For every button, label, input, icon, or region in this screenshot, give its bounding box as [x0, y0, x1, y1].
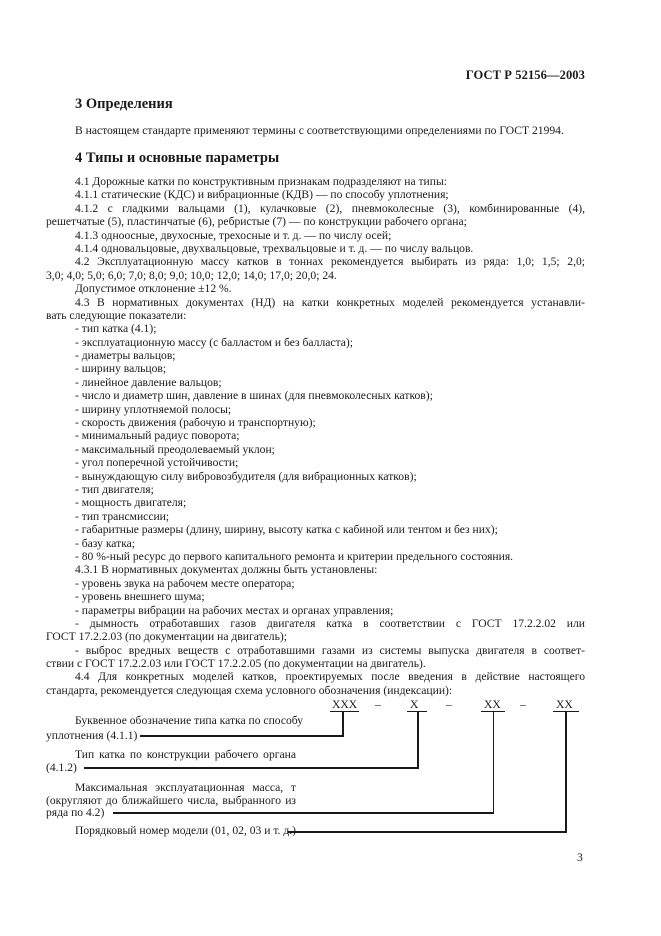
- section-4-body: [46, 175, 585, 697]
- list-item: - линейное давление вальцов;: [75, 375, 222, 389]
- section-3-heading: 3 Определения: [75, 96, 173, 112]
- separator: –: [446, 698, 452, 711]
- label-working-organ-type: Тип катка по конструкции рабочего органа (4.1.2): [46, 748, 296, 774]
- label-model-number: Порядковый номер модели (01, 02, 03 и т. д.): [75, 824, 296, 837]
- list-item: - угол поперечной устойчивости;: [75, 456, 239, 470]
- section-3-text: В настоящем стандарте применяют термины с соответствующими определениями по ГОСТ 21994.: [75, 124, 564, 137]
- code-xxx: XXX: [332, 698, 358, 711]
- list-item: - уровень внешнего шума;: [75, 590, 205, 604]
- para-4-3-cont: вать следующие показатели:: [46, 308, 187, 322]
- list-item: - минимальный радиус поворота;: [75, 429, 240, 443]
- para-4-1-1: 4.1.1 статические (КДС) и вибрационные (КДВ) — по способу уплотнения;: [75, 188, 449, 202]
- list-item: - тип двигателя;: [75, 482, 154, 496]
- para-4-2: 4.2 Эксплуатационную массу катков в тоннах рекомендуется выбирать из ряда: 1,0; 1,5; 2,0;: [75, 255, 585, 269]
- list-item: - тип трансмиссии;: [75, 509, 170, 523]
- label-max-mass: Максимальная эксплуатационная масса, т (округляют до ближайшего числа, выбранного из ряда по 4.2): [46, 781, 296, 820]
- list-item: - мощность двигателя;: [75, 496, 187, 510]
- connector-line: [288, 831, 567, 833]
- separator: –: [375, 698, 381, 711]
- connector-line: [342, 711, 344, 737]
- list-item: - ширину вальцов;: [75, 362, 167, 376]
- code-x: X: [410, 698, 419, 711]
- para-4-4-cont: стандарта, рекомендуется следующая схема условного обозначения (индексации):: [46, 683, 453, 697]
- para-4-3-1: 4.3.1 В нормативных документах должны быть установлены:: [75, 563, 378, 577]
- list-item: - габаритные размеры (длину, ширину, высоту катка с кабиной или тентом и без них);: [75, 523, 498, 537]
- connector-line: [565, 711, 567, 833]
- list-item: - скорость движения (рабочую и транспортную);: [75, 416, 316, 430]
- list-item: - уровень звука на рабочем месте оператора;: [75, 576, 295, 590]
- list-item: - базу катка;: [75, 536, 136, 550]
- document-code-header: ГОСТ Р 52156—2003: [465, 68, 585, 82]
- para-4-1-3: 4.1.3 одноосные, двухосные, трехосные и т. д. — по числу осей;: [75, 228, 392, 242]
- para-4-4: 4.4 Для конкретных моделей катков, проектируемых после введения в действие настоящего: [75, 670, 585, 684]
- list-item: - дымность отработавших газов двигателя катка в соответствии с ГОСТ 17.2.2.02 или: [75, 616, 585, 630]
- list-item: - параметры вибрации на рабочих местах и органах управления;: [75, 603, 394, 617]
- para-4-3: 4.3 В нормативных документах (НД) на катки конкретных моделей рекомендуется устанавли-: [75, 295, 585, 309]
- para-4-1-4: 4.1.4 одновальцовые, двухвальцовые, трехвальцовые и т. д. — по числу вальцов.: [75, 241, 474, 255]
- list-item: - диаметры вальцов;: [75, 349, 176, 363]
- para-4-1: 4.1 Дорожные катки по конструктивным признакам подразделяют на типы:: [75, 175, 447, 188]
- code-xx-mass: XX: [484, 698, 501, 711]
- code-xx-model: XX: [556, 698, 573, 711]
- list-item: - максимальный преодолеваемый уклон;: [75, 442, 275, 456]
- list-item-cont: ствии с ГОСТ 17.2.2.03 или ГОСТ 17.2.2.05 (по документации на двигатель).: [46, 657, 426, 671]
- connector-line: [493, 711, 494, 814]
- list-item: - эксплуатационную массу (с балластом и без балласта);: [75, 335, 353, 349]
- list-item-cont: ГОСТ 17.2.2.03 (по документации на двигатель);: [46, 630, 287, 644]
- connector-line: [417, 711, 419, 769]
- para-4-2-tolerance: Допустимое отклонение ±12 %.: [75, 282, 232, 296]
- para-4-1-2-cont: решетчатые (5), пластинчатые (6), ребристые (7) — по конструкции рабочего органа;: [46, 215, 467, 229]
- para-4-2-cont: 3,0; 4,0; 5,0; 6,0; 7,0; 8,0; 9,0; 10,0; 12,0; 14,0; 17,0; 20,0; 24.: [46, 268, 337, 282]
- section-4-heading: 4 Типы и основные параметры: [75, 150, 280, 166]
- list-item: - число и диаметр шин, давление в шинах (для пневмоколесных катков);: [75, 389, 433, 403]
- label-compaction-type: Буквенное обозначение типа катка по способу уплотнения (4.1.1) ·: [46, 714, 304, 742]
- list-item: - тип катка (4.1);: [75, 322, 157, 336]
- page-number: 3: [577, 851, 583, 864]
- list-item: - 80 %-ный ресурс до первого капитального ремонта и критерии предельного состояния.: [75, 549, 514, 563]
- underline-xxx: [330, 711, 359, 712]
- list-item: - вынуждающую силу вибровозбудителя (для вибрационных катков);: [75, 469, 417, 483]
- list-item: - выброс вредных веществ с отработавшими газами из системы выпуска двигателя в соответ-: [75, 643, 585, 657]
- list-item: - ширину уплотняемой полосы;: [75, 402, 232, 416]
- para-4-1-2: 4.1.2 с гладкими вальцами (1), кулачковые (2), пневмоколесные (3), комбинированные (4),: [75, 201, 585, 215]
- separator: –: [520, 698, 526, 711]
